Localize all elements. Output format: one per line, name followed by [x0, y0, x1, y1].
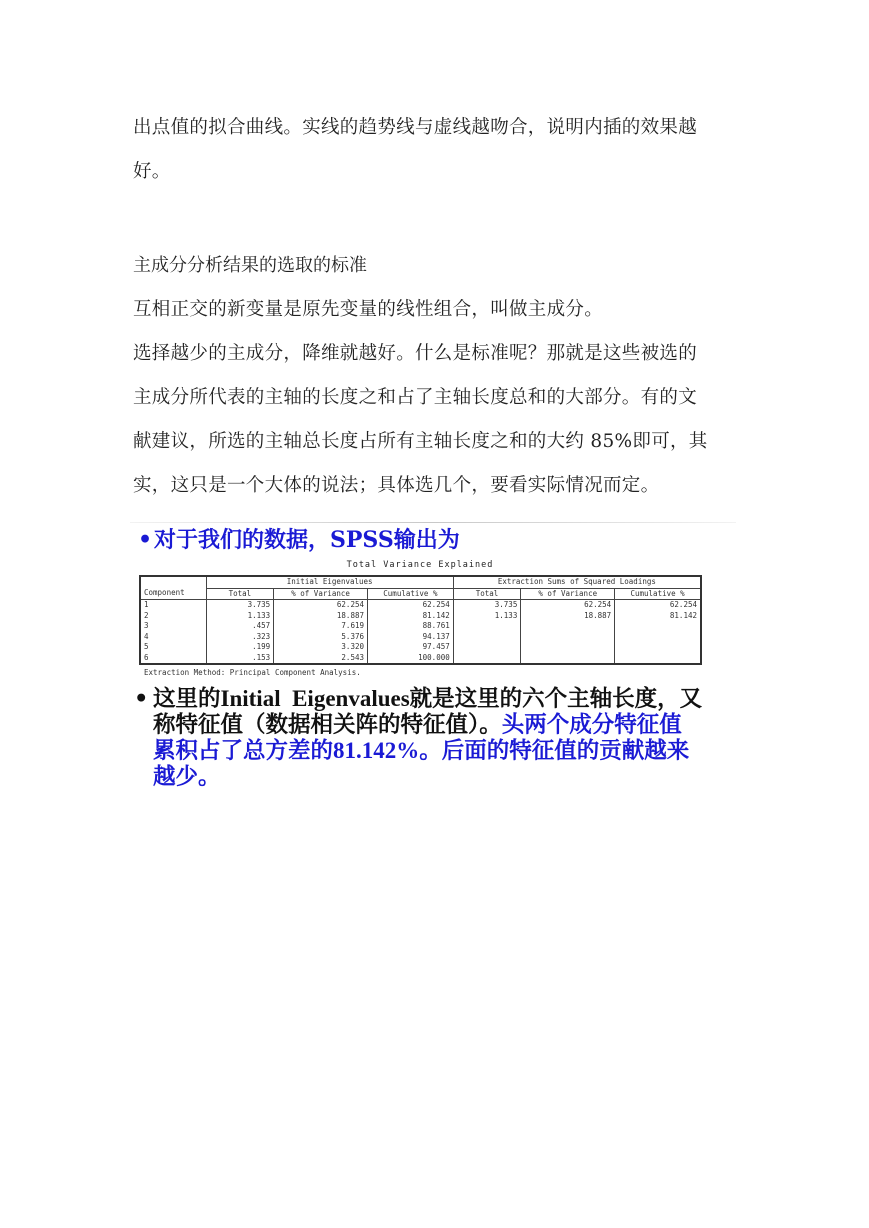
intro-line: 好。: [133, 161, 171, 182]
header-extraction-sums: Extraction Sums of Squared Loadings: [453, 576, 701, 588]
cell-total: 3.735: [206, 600, 274, 611]
cell-total: .323: [206, 632, 274, 643]
cell-cum: 94.137: [368, 632, 454, 643]
cell-pct: 18.887: [274, 611, 368, 622]
cell-ext-cum: [615, 653, 701, 665]
cell-cum: 97.457: [368, 642, 454, 653]
cell-ext-pct: [521, 642, 615, 653]
cell-total: .153: [206, 653, 274, 665]
table-row: [140, 642, 701, 653]
body-line: 实，这只是一个大体的说法；具体选几个，要看实际情况而定。: [133, 475, 660, 496]
cell-pct: 62.254: [274, 600, 368, 611]
col-extraction-cumulative: Cumulative %: [615, 588, 701, 600]
bullet2-line-2: [134, 712, 744, 738]
bullet2-text-c: 称特征值（数据相关阵的特征值）。: [153, 712, 502, 738]
cell-ext-total: 1.133: [453, 611, 521, 622]
body-line: 选择越少的主成分，降维就越好。什么是标准呢？那就是这些被选的: [133, 343, 698, 364]
slide-bullet-spss: [138, 524, 460, 556]
bullet-text: 对于我们的数据，SPSS输出为: [154, 527, 460, 553]
cell-ext-cum: [615, 632, 701, 643]
cell-total: .199: [206, 642, 274, 653]
slide-bullet-eigenvalues: [134, 686, 744, 790]
cell-ext-total: [453, 621, 521, 632]
col-component: Component: [140, 588, 206, 600]
cell-component: 3: [144, 621, 149, 630]
col-total: Total: [206, 588, 274, 600]
col-pct-variance: % of Variance: [274, 588, 368, 600]
cell-ext-pct: [521, 653, 615, 665]
cell-cum: 62.254: [368, 600, 454, 611]
body-line: 互相正交的新变量是原先变量的线性组合，叫做主成分。: [133, 299, 604, 320]
bullet2-text-blue-d: 越少。: [153, 764, 221, 790]
cell-ext-cum: [615, 621, 701, 632]
cell-pct: 2.543: [274, 653, 368, 665]
col-extraction-pct: % of Variance: [521, 588, 615, 600]
bullet2-line-3: [134, 738, 744, 764]
bullet2-text-blue-c: 。后面的特征值的贡献越来: [419, 738, 690, 764]
cell-component: 4: [144, 631, 149, 641]
table-row: [140, 621, 701, 632]
header-initial-eigenvalues: Initial Eigenvalues: [206, 576, 453, 588]
bullet2-text-blue-num: 81.142%: [333, 738, 420, 763]
bullet-dot: •: [134, 686, 149, 712]
bullet2-text-b: 就是这里的六个主轴长度，又: [409, 686, 703, 712]
cell-ext-pct: 18.887: [521, 611, 615, 622]
table-row: [140, 632, 701, 643]
cell-total: 1.133: [206, 611, 274, 622]
cell-ext-cum: [615, 642, 701, 653]
body-line: 献建议，所选的主轴总长度占所有主轴长度之和的大约 85%即可，其: [133, 431, 708, 452]
bullet2-text-a: 这里的: [153, 686, 221, 712]
cell-ext-total: [453, 642, 521, 653]
cell-cum: 81.142: [368, 611, 454, 622]
header-blank: [140, 576, 206, 588]
table-row: [140, 611, 701, 622]
cell-ext-pct: [521, 621, 615, 632]
intro-paragraph: [133, 106, 741, 194]
bullet2-line-4: [134, 764, 744, 790]
slide-top-rule: [130, 522, 736, 523]
cell-cum: 88.761: [368, 621, 454, 632]
bullet-dot: •: [138, 527, 153, 553]
bullet2-text-blue-b: 累积占了总方差的: [153, 738, 334, 764]
bullet2-line-1: [134, 686, 744, 712]
table-row: [140, 653, 701, 665]
col-extraction-total: Total: [453, 588, 521, 600]
cell-ext-cum: 81.142: [615, 611, 701, 622]
cell-ext-total: 3.735: [453, 600, 521, 611]
table-title: Total Variance Explained: [346, 560, 494, 570]
cell-total: .457: [206, 621, 274, 632]
table-footnote: Extraction Method: Principal Component Analysis.: [144, 668, 361, 677]
intro-line: 出点值的拟合曲线。实线的趋势线与虚线越吻合，说明内插的效果越: [133, 117, 698, 138]
cell-pct: 3.320: [274, 642, 368, 653]
cell-component: 1: [144, 600, 149, 609]
cell-cum: 100.000: [368, 653, 454, 665]
body-paragraph: [133, 288, 741, 508]
cell-ext-total: [453, 653, 521, 665]
cell-component: 2: [144, 610, 149, 620]
section-heading: 主成分分析结果的选取的标准: [133, 255, 367, 276]
cell-pct: 5.376: [274, 632, 368, 643]
table-row: [140, 600, 701, 611]
cell-ext-total: [453, 632, 521, 643]
cell-ext-pct: 62.254: [521, 600, 615, 611]
col-cumulative: Cumulative %: [368, 588, 454, 600]
bullet2-text-blue-a: 头两个成分特征值: [501, 712, 682, 738]
cell-component: 6: [144, 652, 149, 662]
cell-ext-pct: [521, 632, 615, 643]
body-line: 主成分所代表的主轴的长度之和占了主轴长度总和的大部分。有的文: [133, 387, 698, 408]
total-variance-table: [139, 575, 702, 665]
cell-component: 5: [144, 642, 149, 651]
bullet2-text-latin: Initial Eigenvalues: [220, 686, 410, 711]
cell-pct: 7.619: [274, 621, 368, 632]
cell-ext-cum: 62.254: [615, 600, 701, 611]
